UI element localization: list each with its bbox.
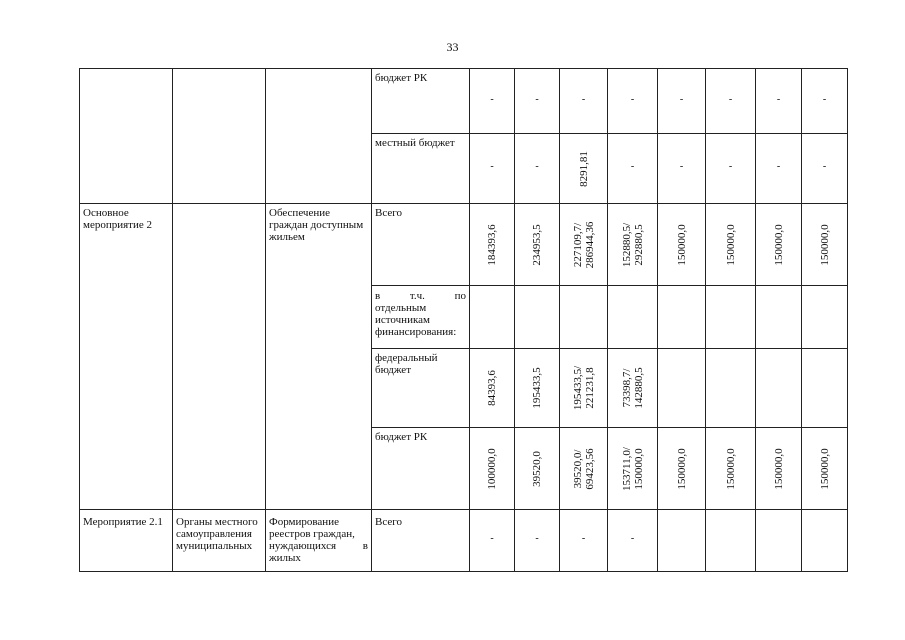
value-cell	[608, 286, 658, 349]
value-cell	[608, 349, 658, 428]
value-cell	[560, 428, 608, 510]
value: 39520,0	[531, 450, 543, 487]
source-cell	[372, 428, 470, 510]
value-cell	[515, 510, 560, 572]
value: -	[630, 93, 635, 105]
value: 195433,5	[531, 367, 543, 409]
value: 150000,0	[818, 223, 831, 266]
value: 150000,0	[675, 447, 688, 490]
value-cell	[802, 428, 848, 510]
value-cell	[560, 204, 608, 286]
value-cell	[608, 204, 658, 286]
value-cell	[515, 134, 560, 204]
source-cell	[372, 134, 470, 204]
value-cell	[756, 204, 802, 286]
value: 150000,0	[772, 447, 785, 490]
value-cell	[470, 286, 515, 349]
goal-cell	[266, 69, 372, 204]
value: 153711,0/ 150000,0	[620, 446, 645, 491]
value: 150000,0	[818, 447, 831, 490]
value: -	[535, 93, 539, 105]
value: 150000,0	[724, 223, 737, 266]
source-cell	[372, 349, 470, 428]
value: -	[535, 161, 539, 173]
value-cell	[560, 349, 608, 428]
value-cell	[470, 349, 515, 428]
value: -	[776, 93, 781, 105]
source-label: в т.ч. по отдельным источникам финансирования:	[375, 290, 466, 338]
value-cell	[658, 428, 706, 510]
executor-cell	[173, 69, 266, 204]
source-cell	[372, 510, 470, 572]
source-cell	[372, 204, 470, 286]
value-cell	[658, 134, 706, 204]
name-cell	[80, 69, 173, 204]
activity-name: Основное мероприятие 2	[83, 207, 153, 231]
value-cell	[608, 134, 658, 204]
source-cell	[372, 69, 470, 134]
executor-cell	[173, 510, 266, 572]
executor-cell	[173, 204, 266, 510]
value: -	[581, 533, 586, 545]
table-row	[80, 69, 848, 134]
executor: Органы местного самоуправления муниципальных	[176, 516, 258, 552]
value: -	[679, 161, 684, 173]
value: -	[630, 161, 635, 173]
source-label: бюджет РК	[375, 72, 428, 84]
goal-cell	[266, 510, 372, 572]
value-cell	[706, 349, 756, 428]
value: 8291,81	[577, 150, 590, 187]
goal-cell	[266, 204, 372, 510]
value: 150000,0	[675, 223, 688, 266]
table-row	[80, 510, 848, 572]
value: -	[535, 533, 539, 545]
name-cell	[80, 204, 173, 510]
value-cell	[560, 69, 608, 134]
value-cell	[802, 349, 848, 428]
value: -	[776, 161, 781, 173]
value-cell	[608, 69, 658, 134]
value-cell	[658, 69, 706, 134]
value-cell	[515, 69, 560, 134]
value-cell	[706, 286, 756, 349]
value-cell	[802, 510, 848, 572]
value-cell	[706, 134, 756, 204]
value: 184393,6	[486, 223, 498, 266]
value: 152880,5/ 292880,5	[620, 222, 645, 267]
value: -	[581, 93, 586, 105]
value: 150000,0	[724, 447, 737, 490]
value-cell	[658, 286, 706, 349]
source-label: федеральный бюджет	[375, 352, 438, 376]
value: -	[490, 533, 494, 545]
value: -	[822, 161, 827, 173]
value: -	[490, 93, 494, 105]
value-cell	[608, 428, 658, 510]
goal-text: Формирование реестров граждан, нуждающихся в жилых	[269, 516, 368, 564]
source-label: Всего	[375, 207, 402, 219]
source-label: Всего	[375, 516, 402, 528]
value-cell	[515, 349, 560, 428]
goal-text: Обеспечение граждан доступным жильем	[269, 207, 364, 243]
value-cell	[756, 134, 802, 204]
value: -	[679, 93, 684, 105]
value-cell	[658, 349, 706, 428]
source-cell	[372, 286, 470, 349]
value: 84393,6	[486, 370, 498, 406]
value-cell	[756, 349, 802, 428]
value-cell	[706, 69, 756, 134]
value-cell	[802, 204, 848, 286]
value-cell	[560, 134, 608, 204]
executor	[173, 204, 265, 207]
value-cell	[658, 510, 706, 572]
value-cell	[470, 204, 515, 286]
value-cell	[515, 428, 560, 510]
value: -	[822, 93, 827, 105]
value-cell	[470, 428, 515, 510]
value: 39520,0/ 69423,56	[571, 447, 596, 490]
name-cell	[80, 510, 173, 572]
value-cell	[802, 286, 848, 349]
value: 234953,5	[531, 223, 543, 266]
value: 73398,7/ 142880,5	[620, 367, 645, 409]
value: 100000,0	[486, 447, 498, 490]
value: -	[728, 93, 733, 105]
value: 195433,5/ 221231,8	[571, 365, 596, 411]
value-cell	[608, 510, 658, 572]
value: -	[630, 533, 635, 545]
value-cell	[560, 510, 608, 572]
value-cell	[756, 510, 802, 572]
value-cell	[470, 134, 515, 204]
source-label: бюджет РК	[375, 431, 428, 443]
value-cell	[756, 69, 802, 134]
value-cell	[515, 286, 560, 349]
funding-table	[79, 68, 848, 572]
value: 150000,0	[772, 223, 785, 266]
value: -	[728, 161, 733, 173]
value-cell	[756, 286, 802, 349]
table-row	[80, 204, 848, 286]
value-cell	[658, 204, 706, 286]
source-label: местный бюджет	[375, 137, 455, 149]
value-cell	[560, 286, 608, 349]
value-cell	[756, 428, 802, 510]
value: 227109,7/ 286944,36	[571, 221, 596, 268]
value: -	[490, 161, 494, 173]
value-cell	[515, 204, 560, 286]
value-cell	[706, 428, 756, 510]
value-cell	[470, 69, 515, 134]
value-cell	[706, 204, 756, 286]
value-cell	[470, 510, 515, 572]
value-cell	[706, 510, 756, 572]
activity-name: Мероприятие 2.1	[83, 516, 163, 528]
value-cell	[802, 69, 848, 134]
page-number: 33	[446, 40, 459, 54]
value-cell	[802, 134, 848, 204]
